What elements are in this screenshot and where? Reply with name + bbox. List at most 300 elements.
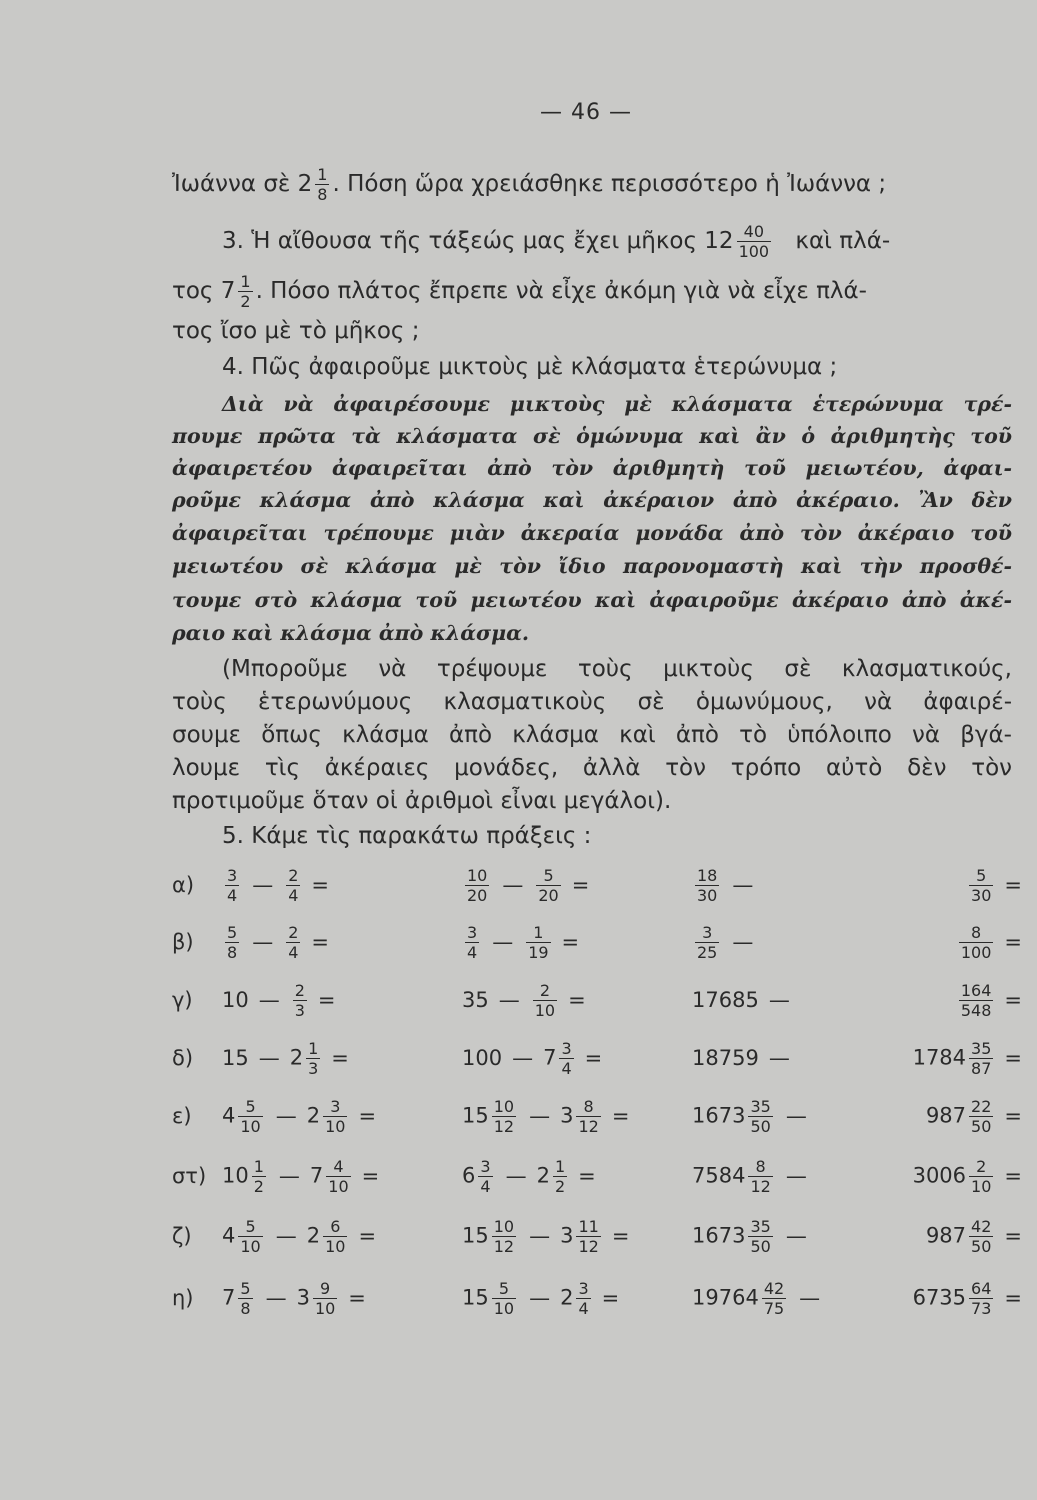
term (462, 1217, 519, 1256)
numerator: 2 (533, 981, 557, 1001)
numerator: 35 (750, 1096, 771, 1116)
term (692, 988, 759, 1012)
term (560, 1217, 604, 1256)
numerator: 22 (971, 1096, 992, 1116)
term (283, 923, 303, 962)
exercise-row (172, 912, 1022, 972)
equals-sign: = (1004, 1164, 1022, 1188)
equals-sign: = (1004, 988, 1022, 1012)
term (222, 1157, 269, 1196)
denominator: 100 (960, 942, 992, 962)
note-line: λουμε τὶς ἀκέραιες μονάδες, ἀλλὰ τὸν τρόπο αὐτὸ δὲν τὸν (172, 755, 1012, 781)
exercise-row (172, 1268, 1022, 1328)
rule-line: ροῦμε κλάσμα ἀπὸ κλάσμα καὶ ἀκέραιον ἀπὸ ἀκέραιο. Ἂν δὲν (172, 488, 1012, 512)
numerator: 35 (750, 1216, 771, 1236)
term (560, 1279, 594, 1318)
rule-line: ραιο καὶ κλάσμα ἀπὸ κλάσμα. (172, 621, 530, 645)
term (543, 1039, 577, 1078)
term (222, 1097, 266, 1136)
expression (692, 1086, 852, 1146)
fraction (959, 981, 994, 1020)
fraction (238, 272, 252, 311)
whole-number: 6735 (912, 1285, 967, 1309)
rule-line: μειωτέου σὲ κλάσμα μὲ τὸν ἴδιο παρονομαστὴ καὶ τὴν προσθέ- (172, 554, 1012, 578)
minus-sign: — (498, 988, 520, 1012)
fraction (286, 866, 300, 905)
term (692, 923, 722, 962)
term (222, 1279, 256, 1318)
denominator: 2 (253, 1176, 264, 1196)
whole-number: 10 (222, 1163, 249, 1187)
minus-sign: — (252, 873, 274, 897)
equals-sign: = (601, 1286, 620, 1310)
denominator: 87 (971, 1058, 992, 1078)
expression (462, 1268, 662, 1328)
denominator: 2 (240, 292, 251, 311)
equals-sign: = (331, 1046, 349, 1070)
exercise-row (172, 855, 1022, 915)
term (462, 866, 492, 905)
equals-sign: = (1004, 873, 1022, 897)
whole-number: 7 (222, 1285, 236, 1309)
whole-number: 6 (462, 1163, 476, 1187)
equals-sign: = (1004, 1046, 1022, 1070)
fraction (533, 981, 557, 1020)
numerator: 5 (227, 922, 238, 942)
equals-sign: = (571, 873, 590, 897)
term (926, 1217, 996, 1256)
whole-number: 7 (543, 1045, 557, 1069)
term (462, 923, 482, 962)
term (297, 1279, 341, 1318)
whole-number: 1673 (692, 1103, 746, 1127)
term (537, 1157, 571, 1196)
whole-number: 15 (462, 1103, 489, 1127)
equals-sign: = (584, 1046, 603, 1070)
whole-number: 2 (560, 1285, 574, 1309)
equals-sign: = (561, 930, 580, 954)
fraction (536, 866, 560, 905)
denominator: 50 (750, 1116, 771, 1136)
minus-sign: — (732, 873, 754, 897)
whole-number: 2 (536, 1163, 550, 1187)
numerator: 8 (748, 1157, 772, 1177)
whole-number: 2 (306, 1103, 321, 1127)
numerator: 10 (493, 1216, 515, 1236)
term (310, 1157, 354, 1196)
fraction (286, 923, 300, 962)
term (462, 988, 489, 1012)
numerator: 35 (971, 1038, 992, 1058)
minus-sign: — (799, 1286, 821, 1310)
expression (462, 912, 662, 972)
term (692, 1217, 776, 1256)
numerator: 40 (737, 222, 772, 242)
whole-number: 7584 (692, 1163, 746, 1187)
denominator: 12 (493, 1116, 515, 1136)
fraction (748, 1157, 772, 1196)
expression (222, 1268, 437, 1328)
equals-sign: = (311, 873, 329, 897)
expression (872, 912, 1022, 972)
numerator: 1 (554, 1156, 566, 1176)
minus-sign: — (785, 1224, 807, 1248)
denominator: 100 (738, 242, 770, 261)
fraction (326, 1157, 350, 1196)
whole-number: 987 (925, 1103, 967, 1127)
denominator: 12 (578, 1236, 599, 1256)
term (283, 866, 303, 905)
fraction (969, 1039, 993, 1078)
expression (462, 1146, 662, 1206)
numerator: 42 (971, 1216, 992, 1236)
expression (462, 970, 662, 1030)
denominator: 10 (240, 1236, 261, 1256)
expression (872, 1268, 1022, 1328)
fraction (465, 923, 479, 962)
expression (692, 1206, 852, 1266)
fraction (748, 1097, 772, 1136)
exercise-row (172, 1206, 1022, 1266)
term (523, 923, 553, 962)
whole-number: 15 (222, 1046, 249, 1070)
minus-sign: — (512, 1046, 534, 1070)
denominator: 50 (971, 1236, 992, 1256)
fraction (238, 1097, 262, 1136)
fraction (313, 1279, 337, 1318)
denominator: 73 (971, 1298, 992, 1318)
whole-number: 10 (222, 988, 249, 1012)
minus-sign: — (768, 988, 790, 1012)
numerator: 3 (227, 865, 238, 885)
denominator: 50 (971, 1116, 992, 1136)
denominator: 4 (288, 885, 299, 905)
fraction (323, 1217, 347, 1256)
denominator: 20 (538, 885, 559, 905)
minus-sign: — (502, 873, 524, 897)
expression (462, 1086, 662, 1146)
denominator: 30 (697, 885, 718, 905)
term (462, 1279, 519, 1318)
expression (462, 1028, 662, 1088)
denominator: 548 (960, 1000, 992, 1020)
expression (462, 1206, 662, 1266)
minus-sign: — (258, 1046, 280, 1070)
rule-line: ἀφαιρετέου ἀφαιρεῖται ἀπὸ τὸν ἀριθμητὴ τοῦ μειωτέου, ἀφαι- (172, 456, 1012, 480)
whole-number: 4 (222, 1103, 236, 1127)
rule-line: ἀφαιρεῖται τρέπουμε μιὰν ἀκεραία μονάδα ἀπὸ τὸν ἀκέραιο τοῦ (172, 521, 1012, 545)
minus-sign: — (529, 1104, 551, 1128)
term (462, 1097, 519, 1136)
note-line: τοὺς ἑτερωνύμους κλασματικοὺς σὲ ὁμωνύμους, νὰ ἀφαιρέ- (172, 689, 1012, 715)
denominator: 19 (528, 942, 549, 962)
fraction (238, 1279, 252, 1318)
rule-line: Διὰ νὰ ἀφαιρέσουμε μικτοὺς μὲ κλάσματα ἑτερώνυμα τρέ- (222, 392, 1012, 416)
numerator: 1 (317, 165, 328, 184)
term (692, 1046, 759, 1070)
term (222, 988, 249, 1012)
fraction (969, 1279, 993, 1318)
numerator: 164 (960, 980, 992, 1000)
fraction (748, 1217, 772, 1256)
whole-number: 17685 (692, 988, 759, 1012)
whole-number: 3 (560, 1103, 574, 1127)
denominator: 10 (325, 1116, 346, 1136)
fraction (969, 1097, 993, 1136)
term (692, 1097, 776, 1136)
equals-sign: = (611, 1104, 630, 1128)
denominator: 10 (240, 1116, 261, 1136)
minus-sign: — (732, 930, 754, 954)
equals-sign: = (1004, 1224, 1022, 1248)
fraction (238, 1217, 262, 1256)
numerator: 3 (480, 1156, 491, 1176)
fraction (576, 1279, 590, 1318)
denominator: 10 (328, 1176, 349, 1196)
numerator: 6 (323, 1217, 347, 1237)
fraction (225, 923, 239, 962)
numerator: 3 (323, 1097, 347, 1117)
equals-sign: = (358, 1224, 377, 1248)
whole-number: 3 (296, 1285, 310, 1309)
term (307, 1217, 351, 1256)
minus-sign: — (785, 1164, 807, 1188)
expression (692, 912, 852, 972)
denominator: 8 (240, 1298, 251, 1318)
term (913, 1039, 997, 1078)
expression (872, 855, 1022, 915)
fraction (252, 1157, 266, 1196)
exercise-label: ε) (172, 1104, 192, 1128)
equals-sign: = (1004, 930, 1022, 954)
term (462, 1046, 502, 1070)
equals-sign: = (611, 1224, 630, 1248)
fraction (959, 923, 994, 962)
fraction (492, 1217, 516, 1256)
fraction (576, 1217, 600, 1256)
expression (222, 855, 437, 915)
denominator: 4 (467, 942, 478, 962)
fraction (737, 222, 772, 261)
expression (692, 1146, 852, 1206)
question-3-line-2 (172, 272, 1012, 311)
minus-sign: — (768, 1046, 790, 1070)
exercise-label: στ) (172, 1164, 207, 1188)
equals-sign: = (1004, 1104, 1022, 1128)
minus-sign: — (258, 988, 280, 1012)
denominator: 50 (750, 1236, 771, 1256)
whole-number: 15 (462, 1285, 489, 1309)
term (307, 1097, 351, 1136)
denominator: 4 (227, 885, 238, 905)
numerator: 64 (971, 1278, 992, 1298)
expression (222, 1086, 437, 1146)
rule-line: πουμε πρῶτα τὰ κλάσματα σὲ ὁμώνυμα καὶ ἂν ὁ ἀριθμητὴς τοῦ (172, 424, 1012, 448)
denominator: 3 (294, 1000, 305, 1020)
numerator: 5 (969, 866, 993, 886)
expression (872, 970, 1022, 1030)
text-fragment: 3. Ἡ αἴθουσα τῆς τάξεώς μας ἔχει μῆκος 12 (222, 228, 734, 254)
text-fragment: . Πόση ὥρα χρειάσθηκε περισσότερο ἡ Ἰωάννα ; (332, 171, 887, 197)
rule-line: τουμε στὸ κλάσμα τοῦ μειωτέου καὶ ἀφαιροῦμε ἀκέραιο ἀπὸ ἀκέ- (172, 588, 1012, 612)
exercise-label: α) (172, 873, 195, 897)
minus-sign: — (265, 1286, 287, 1310)
text-line-1 (172, 165, 1012, 204)
numerator: 1 (526, 923, 550, 943)
term (692, 1157, 776, 1196)
text-fragment: . Πόσο πλάτος ἔπρεπε νὰ εἶχε ἀκόμη γιὰ νὰ εἶχε πλά- (255, 278, 867, 304)
denominator: 25 (697, 942, 718, 962)
denominator: 4 (480, 1176, 491, 1196)
fraction (492, 1279, 516, 1318)
term (560, 1097, 604, 1136)
numerator: 1 (253, 1156, 264, 1176)
numerator: 4 (326, 1157, 350, 1177)
numerator: 9 (313, 1279, 337, 1299)
numerator: 5 (492, 1279, 516, 1299)
expression (692, 1268, 852, 1328)
denominator: 20 (467, 885, 488, 905)
minus-sign: — (785, 1104, 807, 1128)
numerator: 42 (763, 1278, 785, 1298)
fraction (969, 866, 993, 905)
term (692, 1279, 789, 1318)
fraction (969, 1217, 993, 1256)
expression (872, 1206, 1022, 1266)
term (222, 866, 242, 905)
denominator: 12 (750, 1176, 771, 1196)
expression (692, 1028, 852, 1088)
whole-number: 3006 (912, 1163, 967, 1187)
numerator: 2 (294, 980, 305, 1000)
fraction (526, 923, 550, 962)
equals-sign: = (578, 1164, 596, 1188)
minus-sign: — (275, 1104, 297, 1128)
numerator: 1 (308, 1038, 319, 1058)
numerator: 2 (969, 1157, 993, 1177)
fraction (315, 165, 329, 204)
expression (222, 1028, 437, 1088)
fraction (553, 1157, 567, 1196)
minus-sign: — (275, 1224, 297, 1248)
fraction (478, 1157, 492, 1196)
expression (872, 1146, 1022, 1206)
exercise-row (172, 970, 1022, 1030)
numerator: 2 (288, 865, 299, 885)
numerator: 11 (578, 1216, 599, 1236)
minus-sign: — (278, 1164, 300, 1188)
numerator: 5 (238, 1097, 262, 1117)
whole-number: 19764 (692, 1285, 759, 1309)
question-5: 5. Κάμε τὶς παρακάτω πράξεις : (222, 823, 592, 849)
fraction (969, 1157, 993, 1196)
whole-number: 2 (289, 1045, 304, 1069)
term (222, 923, 242, 962)
whole-number: 1673 (692, 1223, 746, 1247)
fraction (465, 866, 489, 905)
term (913, 1279, 997, 1318)
term (926, 1097, 996, 1136)
denominator: 12 (493, 1236, 515, 1256)
whole-number: 4 (222, 1223, 236, 1247)
denominator: 10 (534, 1000, 556, 1020)
fraction (576, 1097, 600, 1136)
minus-sign: — (529, 1286, 551, 1310)
numerator: 10 (467, 865, 488, 885)
denominator: 12 (578, 1116, 599, 1136)
fraction (762, 1279, 786, 1318)
numerator: 8 (959, 923, 994, 943)
numerator: 3 (695, 923, 719, 943)
expression (872, 1028, 1022, 1088)
text-fragment: καὶ πλά- (795, 228, 891, 254)
fraction (492, 1097, 516, 1136)
minus-sign: — (505, 1164, 527, 1188)
term (222, 1046, 249, 1070)
exercise-row (172, 1146, 1022, 1206)
exercise-row (172, 1028, 1022, 1088)
numerator: 18 (697, 865, 718, 885)
numerator: 5 (238, 1217, 262, 1237)
term (290, 1039, 324, 1078)
whole-number: 3 (560, 1223, 574, 1247)
term (913, 1157, 997, 1196)
denominator: 4 (561, 1058, 572, 1078)
numerator: 1 (240, 272, 251, 291)
fraction (695, 866, 719, 905)
denominator: 10 (314, 1298, 336, 1318)
expression (222, 1206, 437, 1266)
text-fragment: Ἰωάννα σὲ 2 (172, 171, 313, 197)
fraction (323, 1097, 347, 1136)
term (956, 923, 997, 962)
exercise-label: β) (172, 930, 194, 954)
question-3-line-3: τος ἴσο μὲ τὸ μῆκος ; (172, 318, 420, 344)
equals-sign: = (317, 988, 336, 1012)
expression (222, 970, 437, 1030)
term (462, 1157, 496, 1196)
whole-number: 100 (462, 1046, 503, 1070)
denominator: 75 (763, 1298, 785, 1318)
numerator: 5 (536, 866, 560, 886)
minus-sign: — (252, 930, 274, 954)
fraction (306, 1039, 320, 1078)
minus-sign: — (492, 930, 514, 954)
term (966, 866, 996, 905)
equals-sign: = (311, 930, 329, 954)
equals-sign: = (361, 1164, 380, 1188)
note-line: (Μποροῦμε νὰ τρέψουμε τοὺς μικτοὺς σὲ κλασματικούς, (222, 656, 1012, 682)
equals-sign: = (568, 988, 586, 1012)
numerator: 10 (493, 1096, 515, 1116)
page-number: — 46 — (540, 100, 632, 125)
question-4: 4. Πῶς ἀφαιροῦμε μικτοὺς μὲ κλάσματα ἑτερώνυμα ; (222, 354, 838, 380)
expression (462, 855, 662, 915)
whole-number: 1784 (912, 1045, 967, 1069)
denominator: 30 (971, 885, 992, 905)
denominator: 10 (971, 1176, 992, 1196)
exercise-label: η) (172, 1286, 194, 1310)
denominator: 8 (317, 185, 328, 204)
numerator: 3 (467, 922, 478, 942)
term (692, 866, 722, 905)
exercise-label: δ) (172, 1046, 194, 1070)
numerator: 3 (561, 1038, 572, 1058)
denominator: 4 (578, 1298, 589, 1318)
whole-number: 2 (306, 1223, 321, 1247)
term (290, 981, 310, 1020)
fraction (695, 923, 719, 962)
